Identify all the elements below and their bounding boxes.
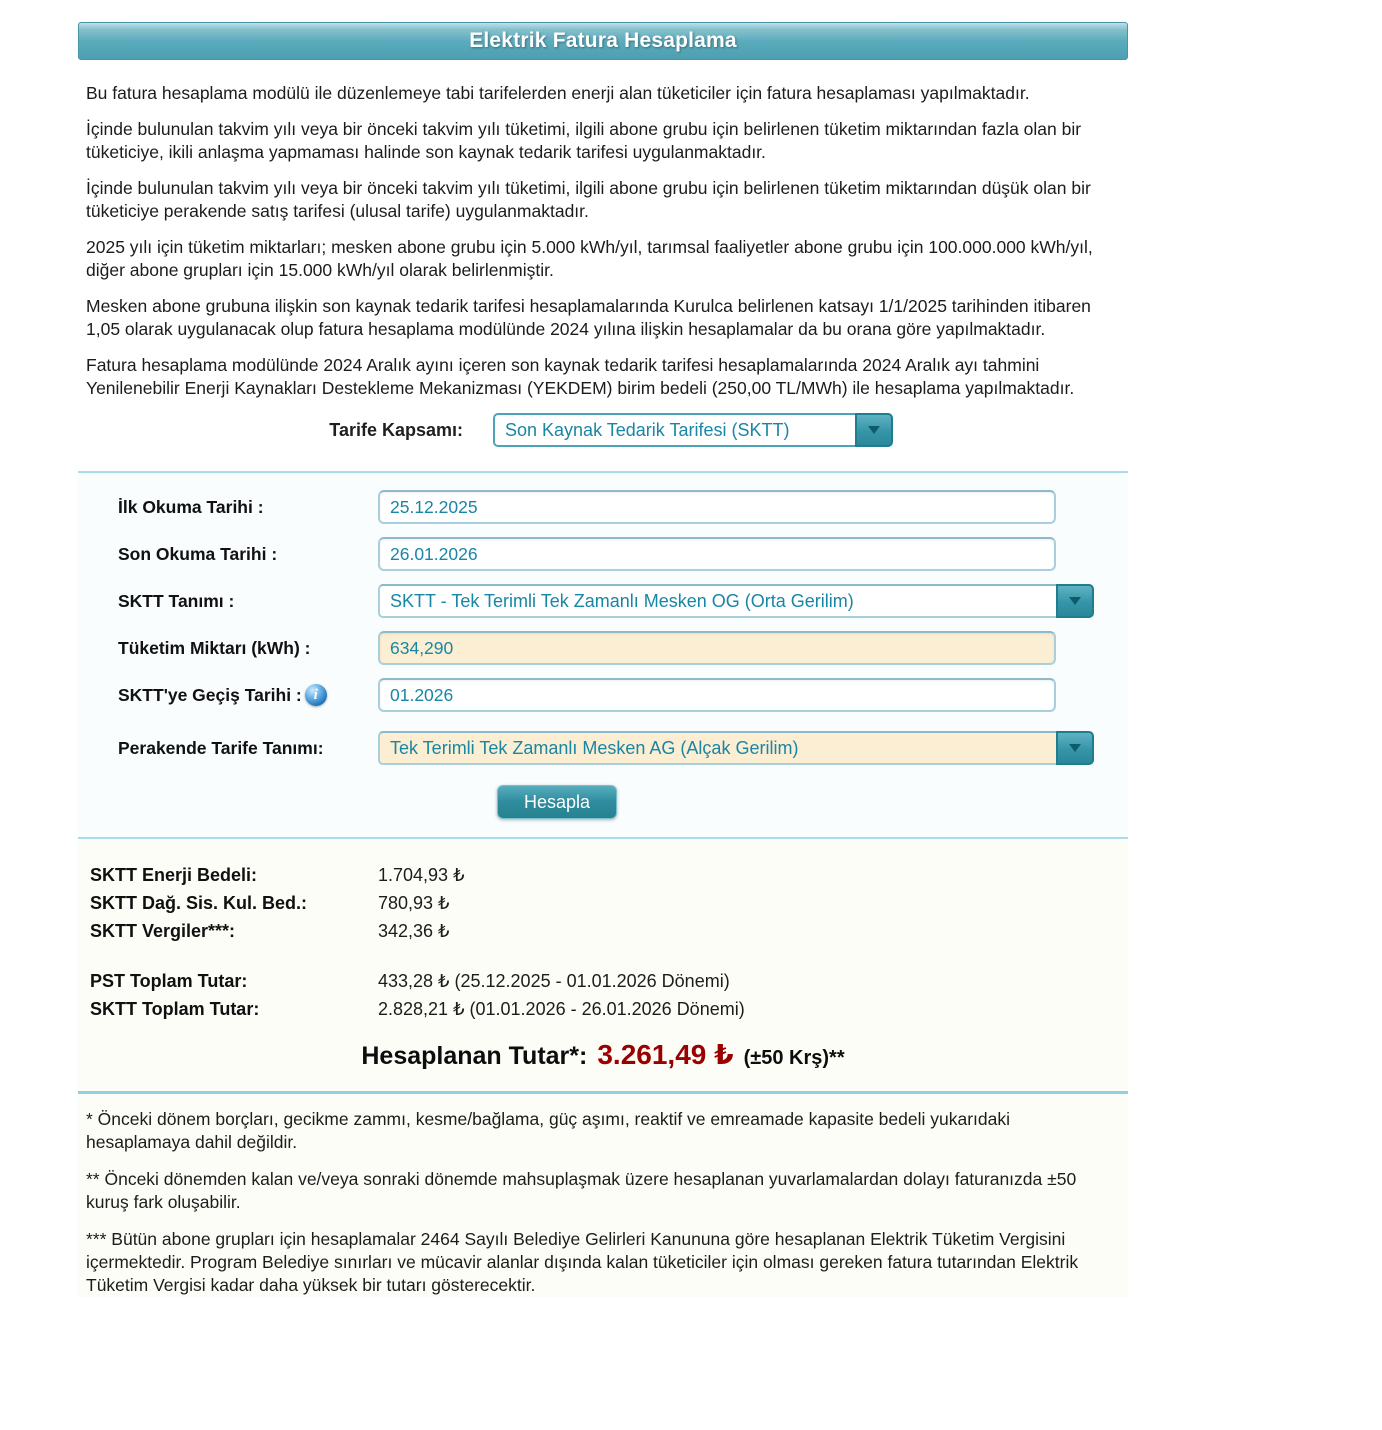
intro-paragraph: 2025 yılı için tüketim miktarları; mesken abone grubu için 5.000 kWh/yıl, tarımsal faaliyetler abone grubu için 100.000.000 kWh/yıl, diğer abone grupları için 15.000 kWh/yıl olarak belirlenmiştir. xyxy=(86,237,1093,280)
page-header-bar xyxy=(78,22,1128,60)
skt-tanimi-row xyxy=(118,584,1128,618)
gecis-tarihi-label-text: SKTT'ye Geçiş Tarihi : xyxy=(118,684,302,705)
son-okuma-label: Son Okuma Tarihi : xyxy=(118,543,278,564)
perakende-select[interactable] xyxy=(378,731,1094,765)
result-value: 433,28 ₺ (25.12.2025 - 01.01.2026 Dönemi) xyxy=(378,971,730,991)
result-label: PST Toplam Tutar: xyxy=(90,971,248,991)
intro-paragraph: Mesken abone grubuna ilişkin son kaynak tedarik tarifesi hesaplamalarında Kurulca belirlenen katsayı 1/1/2025 tarihinden itibaren 1,05 olarak uygulanacak olup fatura hesaplama modülünde 2024 yılına ilişkin hesaplamalar da bu orana göre yapılmaktadır. xyxy=(86,296,1091,339)
skt-tanimi-dropdown-button[interactable] xyxy=(1056,584,1094,618)
son-okuma-input[interactable] xyxy=(378,537,1056,571)
intro-paragraph: Fatura hesaplama modülünde 2024 Aralık ayını içeren son kaynak tedarik tarifesi hesaplamalarında 2024 Aralık ayı tahmini Yenilenebilir Enerji Kaynakları Destekleme Mekanizması (YEKDEM) birim bedeli (250,00 TL/MWh) ile hesaplama yapılmaktadır. xyxy=(86,355,1075,398)
result-row xyxy=(90,971,1128,992)
tarife-kapsami-selected-value: Son Kaynak Tedarik Tarifesi (SKTT) xyxy=(493,413,855,447)
info-icon[interactable]: i xyxy=(305,684,327,706)
calculation-form xyxy=(78,471,1128,839)
tuketim-label: Tüketim Miktarı (kWh) : xyxy=(118,637,311,658)
result-value: 1.704,93 ₺ xyxy=(378,865,465,885)
perakende-row xyxy=(118,731,1128,765)
results-section xyxy=(78,839,1128,1091)
hesapla-button[interactable]: Hesapla xyxy=(497,785,617,819)
tarife-kapsami-label: Tarife Kapsamı: xyxy=(329,419,463,440)
skt-tanimi-selected-value: SKTT - Tek Terimli Tek Zamanlı Mesken OG (Orta Gerilim) xyxy=(378,584,1056,618)
tarife-kapsami-row xyxy=(78,413,1128,447)
tuketim-input[interactable] xyxy=(378,631,1056,665)
total-tolerance: (±50 Krş)** xyxy=(743,1047,845,1069)
footnote: * Önceki dönem borçları, gecikme zammı, kesme/bağlama, güç aşımı, reaktif ve emreamade kapasite bedeli yukarıdaki hesaplamaya dahil değildir. xyxy=(86,1109,1011,1152)
result-label: SKTT Vergiler***: xyxy=(90,921,236,941)
result-value: 780,93 ₺ xyxy=(378,893,450,913)
submit-row xyxy=(497,785,1128,819)
skt-tanimi-select[interactable] xyxy=(378,584,1094,618)
intro-paragraph: Bu fatura hesaplama modülü ile düzenlemeye tabi tarifelerden enerji alan tüketiciler için fatura hesaplaması yapılmaktadır. xyxy=(86,83,1030,103)
total-row xyxy=(78,1038,1128,1071)
ilk-okuma-label: İlk Okuma Tarihi : xyxy=(118,496,264,517)
result-row xyxy=(90,865,1128,886)
tarife-kapsami-dropdown-button[interactable] xyxy=(855,413,893,447)
result-label: SKTT Dağ. Sis. Kul. Bed.: xyxy=(90,893,308,913)
gecis-tarihi-row xyxy=(118,678,1128,712)
intro-paragraph: İçinde bulunulan takvim yılı veya bir önceki takvim yılı tüketimi, ilgili abone grubu için belirlenen tüketim miktarından fazla olan bir tüketiciye, ikili anlaşma yapmaması halinde son kaynak tedarik tarifesi uygulanmaktadır. xyxy=(86,119,1082,162)
footnote: ** Önceki dönemden kalan ve/veya sonraki dönemde mahsuplaşmak üzere hesaplanan yuvarlamalardan dolayı faturanızda ±50 kuruş fark oluşabilir. xyxy=(86,1169,1077,1212)
result-value: 342,36 ₺ xyxy=(378,921,450,941)
footnotes-section xyxy=(78,1091,1128,1297)
son-okuma-row xyxy=(118,537,1128,571)
footnote: *** Bütün abone grupları için hesaplamalar 2464 Sayılı Belediye Gelirleri Kanununa göre hesaplanan Elektrik Tüketim Vergisini içermektedir. Program Belediye sınırları ve mücavir alanlar dışında kalan tüketiciler için olması gereken fatura tutarından Elektrik Tüketim Vergisi kadar daha yüksek bir tutarı gösterecektir. xyxy=(86,1229,1079,1295)
total-label: Hesaplanan Tutar*: xyxy=(361,1042,588,1070)
gecis-tarihi-input[interactable] xyxy=(378,678,1056,712)
result-row xyxy=(90,999,1128,1020)
page-title: Elektrik Fatura Hesaplama xyxy=(469,29,737,52)
chevron-down-icon xyxy=(1069,597,1081,605)
results-spacer xyxy=(78,949,1128,971)
skt-tanimi-label: SKTT Tanımı : xyxy=(118,590,235,611)
chevron-down-icon xyxy=(868,426,880,434)
result-label: SKTT Enerji Bedeli: xyxy=(90,865,258,885)
result-value: 2.828,21 ₺ (01.01.2026 - 26.01.2026 Dönemi) xyxy=(378,999,745,1019)
perakende-dropdown-button[interactable] xyxy=(1056,731,1094,765)
perakende-label: Perakende Tarife Tanımı: xyxy=(118,737,324,758)
result-label: SKTT Toplam Tutar: xyxy=(90,999,260,1019)
gecis-tarihi-label xyxy=(118,684,378,706)
fatura-hesaplama-container xyxy=(78,22,1128,1297)
total-amount: 3.261,49 ₺ xyxy=(597,1039,734,1070)
intro-text-block xyxy=(78,82,1114,400)
ilk-okuma-input[interactable] xyxy=(378,490,1056,524)
ilk-okuma-row xyxy=(118,490,1128,524)
intro-paragraph: İçinde bulunulan takvim yılı veya bir önceki takvim yılı tüketimi, ilgili abone grubu için belirlenen tüketim miktarından düşük olan bir tüketiciye perakende satış tarifesi (ulusal tarife) uygulanmaktadır. xyxy=(86,178,1091,221)
result-row xyxy=(90,921,1128,942)
chevron-down-icon xyxy=(1069,744,1081,752)
result-row xyxy=(90,893,1128,914)
perakende-selected-value: Tek Terimli Tek Zamanlı Mesken AG (Alçak Gerilim) xyxy=(378,731,1056,765)
tuketim-row xyxy=(118,631,1128,665)
tarife-kapsami-select[interactable] xyxy=(493,413,893,447)
